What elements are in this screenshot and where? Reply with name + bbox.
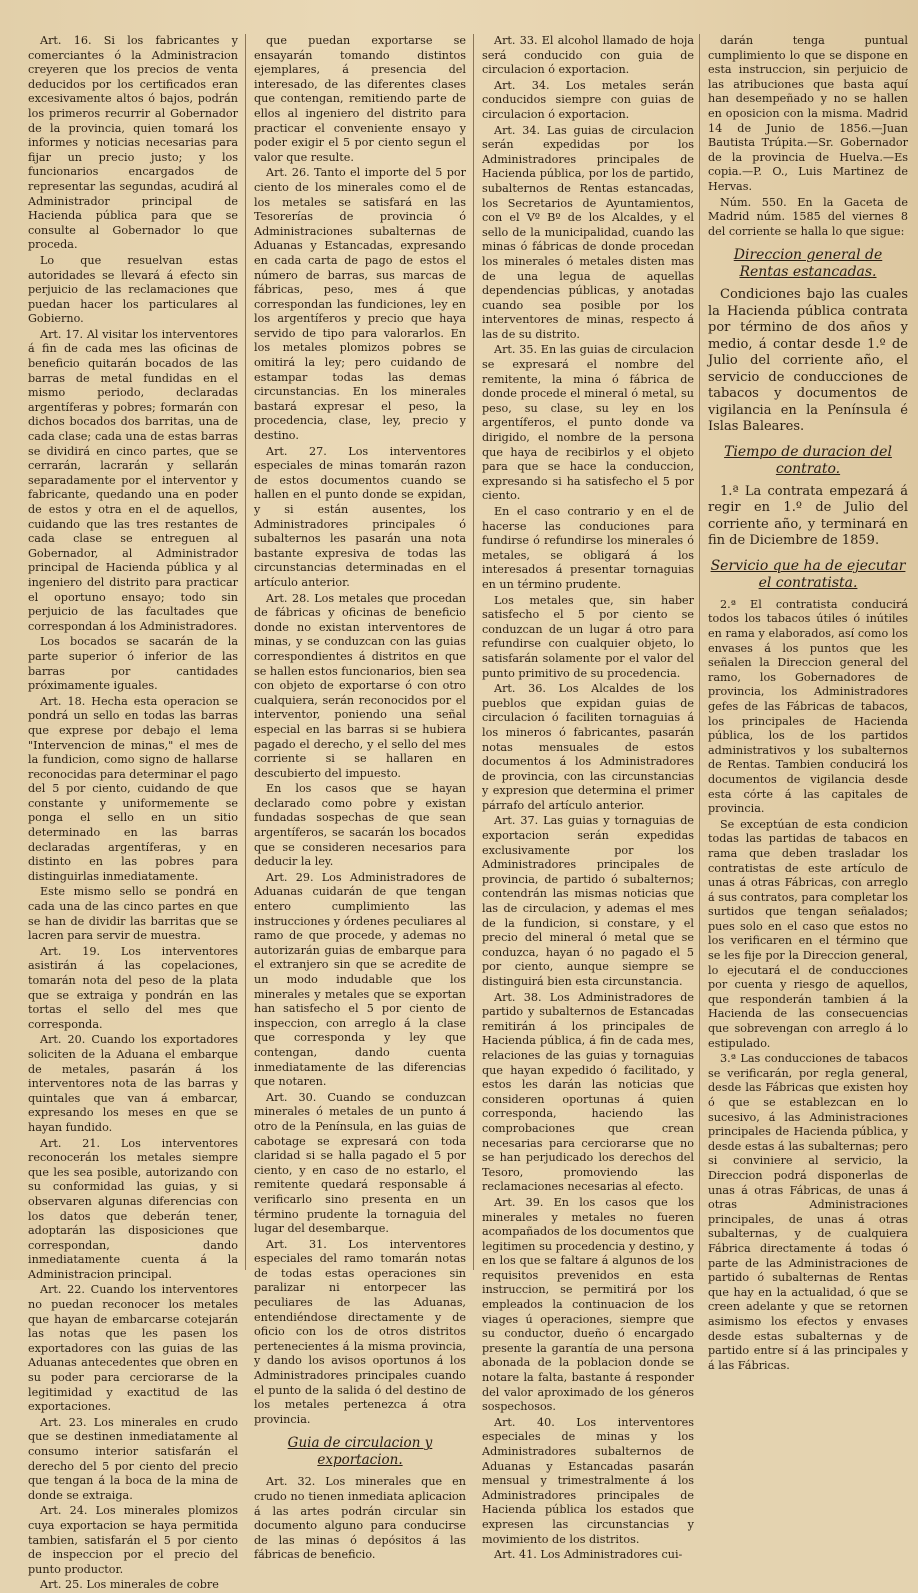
column-rule — [245, 34, 246, 1270]
paragraph: Art. 30. Cuando se conduzcan minerales ó metales de un punto á otro de la Península, en las guias de cabotage se expresará con toda claridad si se halla pagado el 5 por ciento, y en caso de no estarlo, el remitente quedará responsable á verificarlo sino presenta en un término prudente la tornaguia del lugar del desembarque. — [254, 1090, 466, 1236]
paragraph: En los casos que se hayan declarado como pobre y existan fundadas sospechas de que sean argentíferos, se sacarán los bocados que se consideren necesarios para deducir la ley. — [254, 782, 466, 869]
paragraph: Art. 21. Los interventores reconocerán los metales siempre que les sea posible, autorizando con su conformidad las guias, y si observaren algunas diferencias con los datos que deberán tener, adoptarán las disposiciones que correspondan, dando inmediatamente cuenta á la Administracion principal. — [28, 1136, 238, 1281]
gazette-notice: Núm. 550. En la Gaceta de Madrid núm. 1585 del viernes 8 del corriente se halla lo que sigue: — [708, 195, 908, 238]
paragraph: Art. 24. Los minerales plomizos cuya exportacion se haya permitida tambien, satisfarán el 5 por ciento de inspeccion por el precio del punto productor. — [28, 1504, 238, 1576]
paragraph: Art. 29. Los Administradores de Aduanas cuidarán de que tengan entero cumplimiento las instrucciones y órdenes peculiares al ramo de que procede, y ademas no autorizarán guias de embarque para el extranjero sin que se acredite de un modo indudable que los minerales y metales que se exportan han satisfecho el 5 por ciento de inspeccion, con arreglo á la clase que corresponda y ley que contengan, dando cuenta inmediatamente de las diferencias que notaren. — [254, 870, 466, 1089]
paragraph: Los metales que, sin haber satisfecho el 5 por ciento se conduzcan de un lugar á otro para refundirse con cualquier objeto, lo satisfarán solamente por el valor del punto primitivo de su procedencia. — [482, 593, 694, 680]
column-3 — [482, 34, 694, 1562]
paragraph: Art. 41. Los Administradores cui- — [494, 1548, 683, 1562]
paragraph: Art. 16. Si los fabricantes y comerciantes ó la Administracion creyeren que los precios de venta deducidos por los certificados eran excesivamente altos ó bajos, podrán los primeros recurrir al Gobernador de la provincia, quien tomará los informes y noticias necesarias para fijar un precio justo; y los funcionarios encargados de representar las segundas, acudirá al Administrador principal de Hacienda pública para que se consulte al Gobernador lo que proceda. — [28, 34, 238, 252]
paragraph: Art. 33. El alcohol llamado de hoja será conducido con guia de circulacion ó exportacion. — [482, 34, 694, 77]
paragraph: Art. 35. En las guias de circulacion se expresará el nombre del remitente, la mina ó fábrica de donde procede el mineral ó metal, su peso, su clase, su ley en los argentíferos, el punto donde va dirigido, el nombre de la persona que haya de recibirlos y el objeto para que se hace la conduccion, expresando si ha satisfecho el 5 por ciento. — [482, 343, 694, 503]
paragraph: Art. 34. Los metales serán conducidos siempre con guias de circulacion ó exportacion. — [482, 78, 694, 121]
paragraph: darán tenga puntual cumplimiento lo que se dispone en esta instruccion, sin perjuicio de las atribuciones que basta aquí han desempeñado y no se hallen en oposicion con la misma. Madrid 14 de Junio de 1856.—Juan Bautista Trúpita.—Sr. Gobernador de la provincia de Huelva.—Es copia.—P. O., Luis Martinez de Hervas. — [708, 34, 908, 193]
paragraph: Art. 36. Los Alcaldes de los pueblos que expidan guias de circulacion ó faciliten tornaguias á los mineros ó fabricantes, pasarán notas mensuales de estos documentos á los Administradores de provincia, con las circunstancias y expresion que determina el primer párrafo del artículo anterior. — [482, 682, 694, 812]
paragraph: que puedan exportarse se ensayarán tomando distintos ejemplares, á presencia del interesado, de las diferentes clases que contengan, remitiendo parte de ellos al ingeniero del distrito para practicar el conveniente ensayo y poder exigir el 5 por ciento segun el valor que resulte. — [254, 34, 466, 164]
section-heading: Servicio que ha de ejecutar el contratista. — [710, 557, 906, 591]
column-4 — [708, 34, 908, 1372]
paragraph: Art. 27. Los interventores especiales de minas tomarán razon de estos documentos cuando se hallen en el punto donde se expidan, y si están ausentes, los Administradores principales ó subalternos les pasarán una nota bastante expresiva de todas las circunstancias determinadas en el artículo anterior. — [254, 444, 466, 589]
paragraph: Art. 26. Tanto el importe del 5 por ciento de los minerales como el de los metales se satisfará en las Tesorerías de provincia ó Administraciones subalternas de Aduanas y Estancadas, expresando en cada carta de pago de estos el número de barras, sus marcas de fábricas, peso, mes á que correspondan las fundiciones, ley en los argentíferos y precio que haya servido de tipo para valorarlos. En los metales plomizos pobres se omitirá la ley; pero cuidando de estampar todas las demas circunstancias. En los minerales bastará expresar el peso, la procedencia, clase, ley, precio y destino. — [254, 166, 466, 443]
column-1 — [28, 34, 238, 1592]
paragraph: Art. 22. Cuando los interventores no puedan reconocer los metales que hayan de embarcarse cotejarán las notas que les pasen los exportadores con las guias de las Aduanas antecedentes que obren en su poder para cerciorarse de la legitimidad y exactitud de las exportaciones. — [28, 1283, 238, 1414]
paragraph: Art. 25. Los minerales de cobre — [40, 1578, 219, 1592]
paragraph: Art. 39. En los casos que los minerales y metales no fueren acompañados de los documentos que legitimen su procedencia y destino, y en los que se faltare á algunos de los requisitos prevenidos en esta instruccion, se permitirá por los empleados la continuacion de los viages ú operaciones, siempre que su conductor, dueño ó encargado presente la garantía de una persona abonada de la poblacion donde se notare la falta, bastante á responder del valor aproximado de los géneros sospechosos. — [482, 1195, 694, 1414]
column-rule — [699, 34, 700, 1270]
paragraph: 1.ª La contrata empezará á regir en 1.º de Julio del corriente año, y terminará en fin de Diciembre de 1859. — [708, 483, 908, 549]
paragraph: Art. 32. Los minerales que en crudo no tienen inmediata aplicacion á las artes podrán circular sin documento alguno para conducirse de las minas ó depósitos á las fábricas de beneficio. — [254, 1475, 466, 1562]
paragraph: Art. 31. Los interventores especiales del ramo tomarán notas de todas estas operaciones sin paralizar ni entorpecer las peculiares de las Aduanas, entendiéndose directamente y de oficio con los de otros distritos pertenecientes á la misma provincia, y dando los avisos oportunos á los Administradores principales cuando el punto de la salida ó del destino de los metales pertenezca á otra provincia. — [254, 1237, 466, 1426]
paragraph: En el caso contrario y en el de hacerse las conduciones para fundirse ó refundirse los minerales ó metales, se obligará á los interesados á presentar tornaguias en un término prudente. — [482, 505, 694, 591]
paragraph: Art. 34. Las guias de circulacion serán expedidas por los Administradores principales de Hacienda pública, por los de partido, subalternos de Rentas estancadas, los Secretarios de Ayuntamientos, con el Vº Bº de los Alcaldes, y el sello de la municipalidad, cuando las minas ó fábricas de donde procedan los minerales ó metales disten mas de una legua de aquellas dependencias públicas, y anotadas cuando sea posible por los interventores de minas, respecto á las de su distrito. — [482, 123, 694, 341]
paragraph: Art. 40. Los interventores especiales de minas y los Administradores subalternos de Aduanas y Estancadas pasarán mensual y trimestralmente á los Administradores principales de Hacienda pública los estados que expresen las circunstancias y movimiento de los distritos. — [482, 1415, 694, 1546]
contract-title: Condiciones bajo las cuales la Hacienda pública contrata por término de dos años y medio, á contar desde 1.º de Julio del corriente año, el servicio de conducciones de tabacos y documentos de vigilancia en la Península é Islas Baleares. — [708, 287, 908, 435]
paragraph: Este mismo sello se pondrá en cada una de las cinco partes en que se han de dividir las barritas que se lacren para servir de muestra. — [28, 885, 238, 943]
section-heading: Guia de circulacion y exportacion. — [287, 1435, 433, 1469]
paragraph: 2.ª El contratista conducirá todos los tabacos útiles ó inútiles en rama y elaborados, así como los envases á los puntos que les señalen la Direccion general del ramo, los Gobernadores de provincia, los Administradores gefes de las Fábricas de tabacos, los principales de Hacienda pública, los de los partidos administrativos y los subalternos de Rentas. Tambien conducirá los documentos de vigilancia desde esta córte á las capitales de provincia. — [708, 597, 908, 816]
paragraph: Art. 18. Hecha esta operacion se pondrá un sello en todas las barras que exprese por debajo el lema "Intervencion de minas," el mes de la fundicion, como signo de hallarse reconocidas para determinar el pago del 5 por ciento, cuidando de que constante y uniformemente se ponga el sello en un sitio determinado en las barras declaradas argentíferas, y en distinto en las pobres para distinguirlas inmediatamente. — [28, 694, 238, 883]
paragraph: Art. 23. Los minerales en crudo que se destinen inmediatamente al consumo interior satisfarán el derecho del 5 por ciento del precio que tengan á la boca de la mina de donde se extraiga. — [28, 1415, 238, 1502]
paragraph: Art. 17. Al visitar los interventores á fin de cada mes las oficinas de beneficio quitarán bocados de las barras de metal fundidas en el mismo periodo, declaradas argentíferas y pobres; formarán con dichos bocados dos barritas, una de cada clase; cada una de estas barras se dividirá en cinco partes, que se cerrarán, lacrarán y sellarán separadamente por el interventor y fabricante, quedando una en poder de estos y otra en el de aquellos, cuidando que las tres restantes de cada clase se entreguen al Gobernador, al Administrador principal de Hacienda pública y al ingeniero del distrito para practicar el oportuno ensayo; todo sin perjuicio de las facultades que correspondan á los Administradores. — [28, 327, 238, 633]
paragraph: Los bocados se sacarán de la parte superior ó inferior de las barras por cantidades próximamente iguales. — [28, 635, 238, 693]
column-2 — [254, 34, 466, 1562]
column-rule — [473, 34, 474, 1270]
section-heading: Tiempo de duracion del contrato. — [724, 443, 892, 477]
paragraph: Art. 37. Las guias y tornaguias de exportacion serán expedidas exclusivamente por los Administradores principales de provincia, de partido ó subalternos; contendrán las mismas noticias que las de circulacion, y ademas el mes de la fundicion, si constare, y el precio del mineral ó metal que se conduzca, hayan ó no pagado el 5 por ciento, aunque siempre se distinguirá bien esta circunstancia. — [482, 814, 694, 988]
paragraph: Art. 28. Los metales que procedan de fábricas y oficinas de beneficio donde no existan interventores de minas, y se conduzcan con las guias correspondientes á distritos en que se hallen estos funcionarios, bien sea con objeto de exportarse ó con otro cualquiera, serán reconocidos por el interventor, poniendo una señal especial en las barras si se hubiera pagado el derecho, y el sello del mes corriente si se hallaren en descubierto del impuesto. — [254, 591, 466, 780]
paragraph: 3.ª Las conducciones de tabacos se verificarán, por regla general, desde las Fábricas que existen hoy ó que se establezcan en lo sucesivo, á las Administraciones principales de Hacienda pública, y desde estas á las subalternas; pero si conviniere al servicio, la Direccion podrá disponerlas de unas á otras Fábricas, de unas á otras Administraciones principales, de unas á otras subalternas, y de cualquiera Fábrica directamente á todas ó parte de las Administraciones de partido ó subalternas de Rentas que hay en la actualidad, ó que se creen adelante y que se retornen asimismo los efectos y envases desde estas subalternas y de partido entre sí á las principales y á las Fábricas. — [708, 1052, 908, 1372]
section-heading: Direccion general de Rentas estancadas. — [733, 247, 883, 281]
paragraph: Art. 19. Los interventores asistirán á las copelaciones, tomarán nota del peso de la plata que se extraiga y pondrán en las tortas el sello del mes que corresponda. — [28, 944, 238, 1031]
paragraph: Art. 20. Cuando los exportadores soliciten de la Aduana el embarque de metales, pasarán á los interventores nota de las barras y quintales que van á embarcar, expresando los meses en que se hayan fundido. — [28, 1033, 238, 1134]
paragraph: Se exceptúan de esta condicion todas las partidas de tabacos en rama que deben trasladar los contratistas de este artículo de unas á otras Fábricas, con arreglo á sus contratos, para completar los surtidos que tengan señalados; pues solo en el caso que estos no los verificaren en el término que se les fije por la Direccion general, lo ejecutará el de conducciones por cuenta y riesgo de aquellos, que responderán tambien á la Hacienda de las consecuencias que sobrevengan con arreglo á lo estipulado. — [708, 817, 908, 1050]
paragraph: Lo que resuelvan estas autoridades se llevará á efecto sin perjuicio de las reclamaciones que puedan hacer los particulares al Gobierno. — [28, 253, 238, 326]
paragraph: Art. 38. Los Administradores de partido y subalternos de Estancadas remitirán á los principales de Hacienda pública, á fin de cada mes, relaciones de las guias y tornaguias que hayan expedido ó facilitado, y estos les darán las noticias que consideren oportunas á quien corresponda, haciendo las comprobaciones que crean necesarias para cerciorarse que no se han perjudicado los derechos del Tesoro, promoviendo las reclamaciones necesarias al efecto. — [482, 990, 694, 1194]
